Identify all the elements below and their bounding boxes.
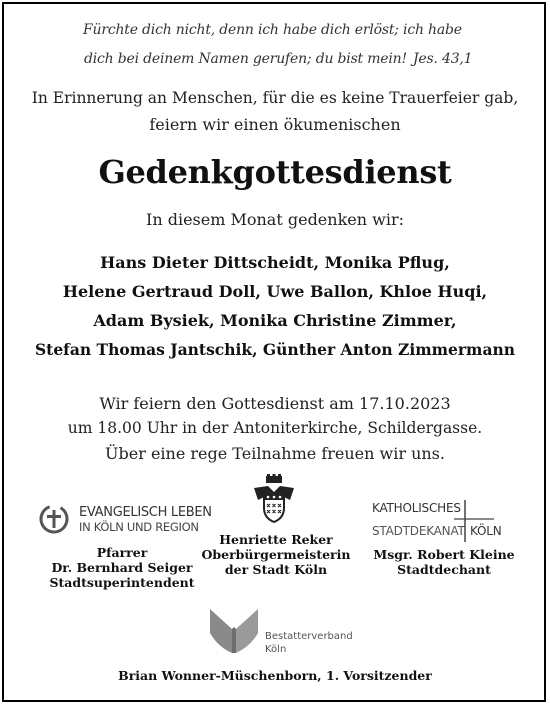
signature-center-line-2: Oberbürgermeisterin bbox=[201, 547, 351, 562]
signature-right-line-2: Stadtdechant bbox=[397, 562, 491, 577]
names-line-1: Hans Dieter Dittscheidt, Monika Pflug, bbox=[100, 253, 450, 272]
signature-center-line-3: der Stadt Köln bbox=[224, 562, 328, 577]
signature-left-line-2: Dr. Bernhard Seiger bbox=[51, 560, 193, 575]
signature-left-line-1: Pfarrer bbox=[96, 545, 148, 560]
signature-left bbox=[40, 545, 204, 590]
bestatter-logo-line-1: Bestatterverband bbox=[265, 631, 353, 642]
katholisch-logo-line-1: KATHOLISCHES bbox=[372, 501, 461, 515]
verse-line-2: dich bei deinem Namen gerufen; du bist mein! bbox=[84, 51, 407, 67]
katholisch-logo-line-2a: STADTDEKANAT bbox=[372, 524, 465, 538]
names-line-2: Helene Gertraud Doll, Uwe Ballon, Khloe Huqi, bbox=[62, 282, 488, 301]
signature-right bbox=[364, 547, 524, 577]
subtitle: In diesem Monat gedenken wir: bbox=[146, 210, 404, 229]
verse-reference: Jes. 43,1 bbox=[413, 51, 473, 67]
cross-circle-icon bbox=[38, 503, 70, 535]
signature-center-line-1: Henriette Reker bbox=[219, 532, 333, 547]
evangelisch-logo bbox=[38, 503, 212, 537]
evangelisch-logo-line-2: IN KÖLN UND REGION bbox=[79, 520, 199, 534]
signature-right-line-1: Msgr. Robert Kleine bbox=[373, 547, 515, 562]
cross-lines-icon bbox=[454, 500, 494, 542]
verse-line-1: Fürchte dich nicht, denn ich habe dich erlöst; ich habe bbox=[83, 22, 462, 38]
signature-bottom: Brian Wonner-Müschenborn, 1. Vorsitzender bbox=[118, 668, 432, 683]
cologne-coat-of-arms-icon bbox=[252, 474, 296, 524]
names-line-3: Adam Bysiek, Monika Christine Zimmer, bbox=[93, 311, 457, 330]
service-line-1: Wir feiern den Gottesdienst am 17.10.2023 bbox=[99, 394, 451, 413]
evangelisch-logo-line-1: EVANGELISCH LEBEN bbox=[79, 505, 212, 520]
signature-left-line-3: Stadtsuperintendent bbox=[49, 575, 195, 590]
katholisch-logo bbox=[372, 500, 512, 540]
page-title: Gedenkgottesdienst bbox=[98, 153, 452, 191]
intro-line-1: In Erinnerung an Menschen, für die es keine Trauerfeier gab, bbox=[31, 89, 519, 107]
service-line-3: Über eine rege Teilnahme freuen wir uns. bbox=[105, 444, 445, 463]
signature-center bbox=[196, 532, 356, 577]
bestatter-logo-line-2: Köln bbox=[265, 644, 287, 655]
intro-line-2: feiern wir einen ökumenischen bbox=[149, 115, 401, 134]
service-line-2: um 18.00 Uhr in der Antoniterkirche, Schildergasse. bbox=[67, 419, 483, 437]
butterfly-icon bbox=[208, 607, 260, 657]
katholisch-logo-line-2b: KÖLN bbox=[470, 524, 502, 538]
names-line-4: Stefan Thomas Jantschik, Günther Anton Zimmermann bbox=[34, 340, 516, 359]
